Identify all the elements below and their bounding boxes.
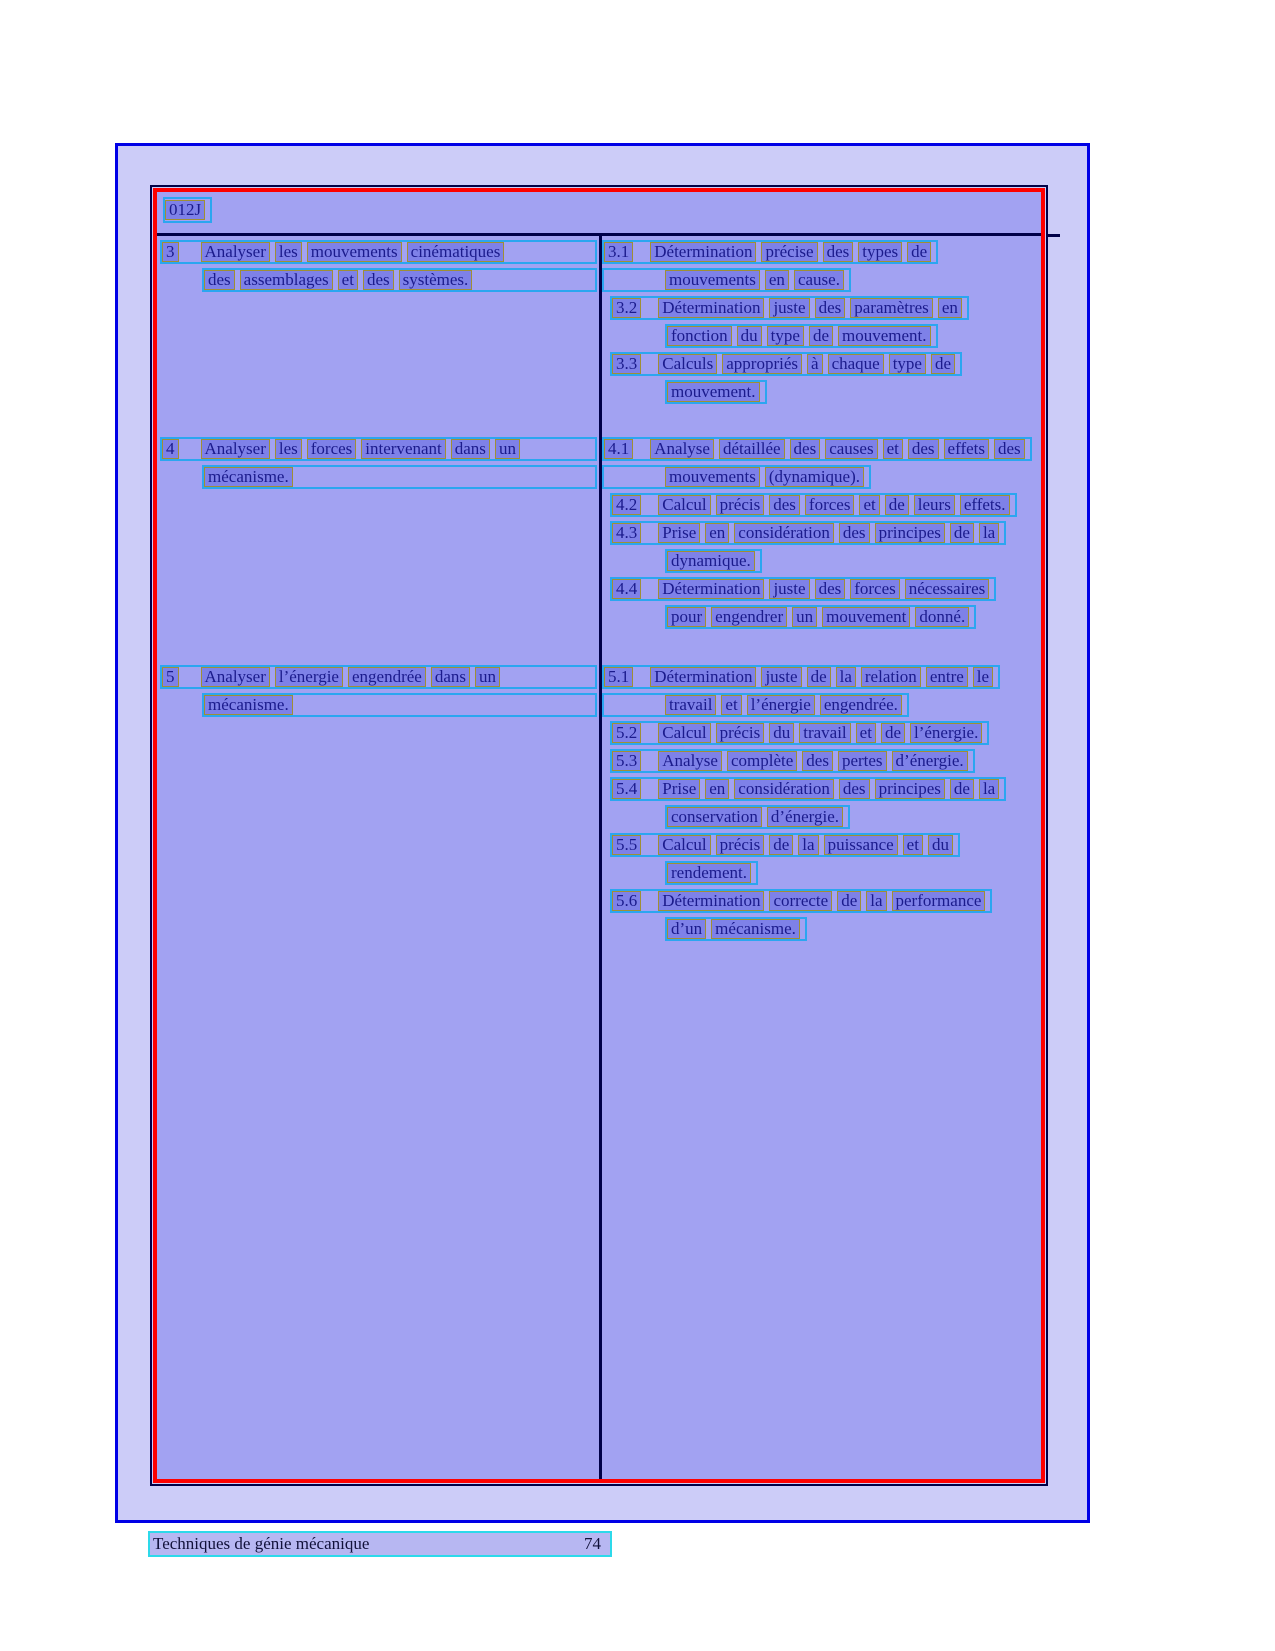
word-box: un xyxy=(475,667,500,687)
word-box: types xyxy=(858,242,902,262)
objective-line xyxy=(160,437,597,461)
word-box: pertes xyxy=(838,751,887,771)
criterion-number: 3.2 xyxy=(612,298,641,318)
word-box: Calcul xyxy=(658,723,710,743)
word-box: pour xyxy=(667,607,706,627)
word-box: de xyxy=(885,495,909,515)
objective-number: 5 xyxy=(162,667,179,687)
word-box: des xyxy=(790,439,821,459)
word-box: en xyxy=(705,523,729,543)
table-body xyxy=(157,236,1041,1479)
word-box: de xyxy=(769,835,793,855)
criterion-number: 4.1 xyxy=(604,439,633,459)
word-box: de xyxy=(907,242,931,262)
word-box: paramètres xyxy=(850,298,933,318)
word-box: des xyxy=(802,751,833,771)
competency-code: 012J xyxy=(165,200,205,220)
word-box: et xyxy=(856,723,876,743)
word-box: nécessaires xyxy=(905,579,989,599)
word-box: Calcul xyxy=(658,495,710,515)
word-box: (dynamique). xyxy=(765,467,864,487)
word-box: mécanisme. xyxy=(204,695,293,715)
word-box: les xyxy=(275,439,302,459)
word-box: cinématiques xyxy=(407,242,505,262)
criterion-number: 5.3 xyxy=(612,751,641,771)
objective-line xyxy=(160,240,597,264)
page-footer xyxy=(148,1531,612,1557)
word-box: des xyxy=(994,439,1025,459)
criterion-line-continuation xyxy=(665,549,762,573)
table-header-row xyxy=(157,192,1041,236)
word-box: en xyxy=(938,298,962,318)
word-box: type xyxy=(767,326,804,346)
word-box: forces xyxy=(805,495,855,515)
word-box: chaque xyxy=(828,354,884,374)
criterion-number: 5.2 xyxy=(612,723,641,743)
criterion-line-continuation xyxy=(665,324,938,348)
word-box: travail xyxy=(665,695,716,715)
word-box: donné. xyxy=(915,607,969,627)
criterion-number: 4.3 xyxy=(612,523,641,543)
word-box: dans xyxy=(451,439,490,459)
word-box: en xyxy=(705,779,729,799)
criterion-line-continuation xyxy=(665,605,976,629)
word-box: précise xyxy=(761,242,817,262)
word-box: de xyxy=(837,891,861,911)
word-box: mouvements xyxy=(665,270,760,290)
criterion-line xyxy=(602,240,938,264)
criterion-line xyxy=(610,521,1006,545)
criterion-line xyxy=(610,721,989,745)
criterion-line-continuation xyxy=(602,268,851,292)
criterion-line-continuation xyxy=(665,380,767,404)
word-box: forces xyxy=(307,439,357,459)
word-box: un xyxy=(792,607,817,627)
word-box: des xyxy=(204,270,235,290)
word-box: performance xyxy=(892,891,986,911)
footer-title: Techniques de génie mécanique xyxy=(153,1534,370,1553)
word-box: travail xyxy=(799,723,850,743)
word-box: forces xyxy=(850,579,900,599)
objective-number: 3 xyxy=(162,242,179,262)
objectives-column xyxy=(157,236,599,1479)
word-box: engendrer xyxy=(711,607,787,627)
word-box: puissance xyxy=(824,835,898,855)
criterion-line-continuation xyxy=(665,861,758,885)
word-box: principes xyxy=(875,523,945,543)
word-box: la xyxy=(866,891,886,911)
word-box: du xyxy=(769,723,794,743)
criterion-line xyxy=(602,665,1000,689)
criterion-line xyxy=(610,749,975,773)
word-box: mouvement. xyxy=(667,382,760,402)
word-box: des xyxy=(908,439,939,459)
word-box: de xyxy=(807,667,831,687)
word-box: de xyxy=(950,779,974,799)
word-box: complète xyxy=(727,751,797,771)
word-box: type xyxy=(889,354,926,374)
criterion-number: 3.1 xyxy=(604,242,633,262)
word-box: du xyxy=(928,835,953,855)
word-box: Détermination xyxy=(658,579,764,599)
criterion-line-continuation xyxy=(602,693,909,717)
objective-number: 4 xyxy=(162,439,179,459)
criterion-number: 5.4 xyxy=(612,779,641,799)
word-box: Analyse xyxy=(650,439,714,459)
word-box: appropriés xyxy=(722,354,802,374)
word-box: de xyxy=(881,723,905,743)
word-box: et xyxy=(338,270,358,290)
word-box: un xyxy=(495,439,520,459)
word-box: des xyxy=(363,270,394,290)
word-box: et xyxy=(903,835,923,855)
objective-line-continuation xyxy=(202,693,597,717)
word-box: d’énergie. xyxy=(892,751,968,771)
criterion-line-continuation xyxy=(602,465,871,489)
criterion-number: 5.5 xyxy=(612,835,641,855)
word-box: à xyxy=(807,354,823,374)
criterion-line-continuation xyxy=(665,917,807,941)
objective-line xyxy=(160,665,597,689)
word-box: systèmes. xyxy=(399,270,473,290)
word-box: et xyxy=(721,695,741,715)
objective-line-continuation xyxy=(202,465,597,489)
word-box: la xyxy=(798,835,818,855)
word-box: le xyxy=(973,667,993,687)
header-rule-overhang xyxy=(1046,234,1060,237)
word-box: considération xyxy=(734,523,834,543)
criterion-number: 3.3 xyxy=(612,354,641,374)
word-box: en xyxy=(765,270,789,290)
word-box: Détermination xyxy=(658,891,764,911)
word-box: Calculs xyxy=(658,354,717,374)
criterion-number: 5.6 xyxy=(612,891,641,911)
word-box: la xyxy=(979,779,999,799)
code-line-box xyxy=(163,197,212,223)
word-box: juste xyxy=(769,298,809,318)
word-box: Détermination xyxy=(650,667,756,687)
criterion-line xyxy=(610,777,1006,801)
word-box: assemblages xyxy=(240,270,333,290)
criterion-number: 4.4 xyxy=(612,579,641,599)
word-box: détaillée xyxy=(719,439,785,459)
word-box: d’un xyxy=(667,919,706,939)
objective-line-continuation xyxy=(202,268,597,292)
word-box: dynamique. xyxy=(667,551,755,571)
word-box: précis xyxy=(716,835,765,855)
criterion-number: 4.2 xyxy=(612,495,641,515)
word-box: l’énergie. xyxy=(910,723,982,743)
word-box: principes xyxy=(875,779,945,799)
word-box: Calcul xyxy=(658,835,710,855)
word-box: mouvement xyxy=(822,607,910,627)
word-box: des xyxy=(769,495,800,515)
word-box: la xyxy=(836,667,856,687)
word-box: effets. xyxy=(960,495,1010,515)
criterion-line-continuation xyxy=(665,805,850,829)
word-box: effets xyxy=(944,439,989,459)
word-box: conservation xyxy=(667,807,762,827)
criterion-line xyxy=(602,437,1032,461)
word-box: mouvements xyxy=(307,242,402,262)
criterion-line xyxy=(610,296,969,320)
word-box: Détermination xyxy=(658,298,764,318)
word-box: correcte xyxy=(769,891,832,911)
word-box: relation xyxy=(861,667,921,687)
word-box: la xyxy=(979,523,999,543)
word-box: des xyxy=(815,298,846,318)
word-box: causes xyxy=(825,439,877,459)
competency-table xyxy=(150,185,1048,1486)
word-box: Analyser xyxy=(201,242,270,262)
word-box: entre xyxy=(926,667,968,687)
word-box: Détermination xyxy=(650,242,756,262)
word-box: rendement. xyxy=(667,863,751,883)
word-box: juste xyxy=(769,579,809,599)
word-box: leurs xyxy=(914,495,955,515)
word-box: et xyxy=(883,439,903,459)
word-box: mécanisme. xyxy=(204,467,293,487)
word-box: l’énergie xyxy=(747,695,815,715)
word-box: engendrée. xyxy=(820,695,902,715)
word-box: engendrée xyxy=(348,667,426,687)
word-box: Analyser xyxy=(201,439,270,459)
word-box: Prise xyxy=(658,779,700,799)
word-box: précis xyxy=(716,723,765,743)
word-box: des xyxy=(839,523,870,543)
word-box: d’énergie. xyxy=(767,807,843,827)
word-box: l’énergie xyxy=(275,667,343,687)
document-page xyxy=(115,143,1090,1523)
criterion-line xyxy=(610,352,962,376)
criterion-line xyxy=(610,833,960,857)
table-inner-red-border xyxy=(153,188,1045,1483)
word-box: juste xyxy=(761,667,801,687)
word-box: considération xyxy=(734,779,834,799)
word-box: Analyser xyxy=(201,667,270,687)
footer-page-number: 74 xyxy=(584,1534,601,1553)
criterion-line xyxy=(610,889,992,913)
word-box: de xyxy=(809,326,833,346)
word-box: les xyxy=(275,242,302,262)
criterion-line xyxy=(610,577,996,601)
word-box: mouvement. xyxy=(838,326,931,346)
word-box: et xyxy=(859,495,879,515)
word-box: de xyxy=(950,523,974,543)
word-box: mouvements xyxy=(665,467,760,487)
word-box: précis xyxy=(716,495,765,515)
word-box: dans xyxy=(431,667,470,687)
word-box: des xyxy=(839,779,870,799)
word-box: des xyxy=(815,579,846,599)
criteria-column xyxy=(602,236,1041,1479)
word-box: fonction xyxy=(667,326,732,346)
word-box: Analyse xyxy=(658,751,722,771)
word-box: cause. xyxy=(794,270,844,290)
word-box: du xyxy=(737,326,762,346)
criterion-number: 5.1 xyxy=(604,667,633,687)
word-box: mécanisme. xyxy=(711,919,800,939)
word-box: Prise xyxy=(658,523,700,543)
word-box: intervenant xyxy=(361,439,445,459)
word-box: des xyxy=(823,242,854,262)
word-box: de xyxy=(931,354,955,374)
criterion-line xyxy=(610,493,1017,517)
